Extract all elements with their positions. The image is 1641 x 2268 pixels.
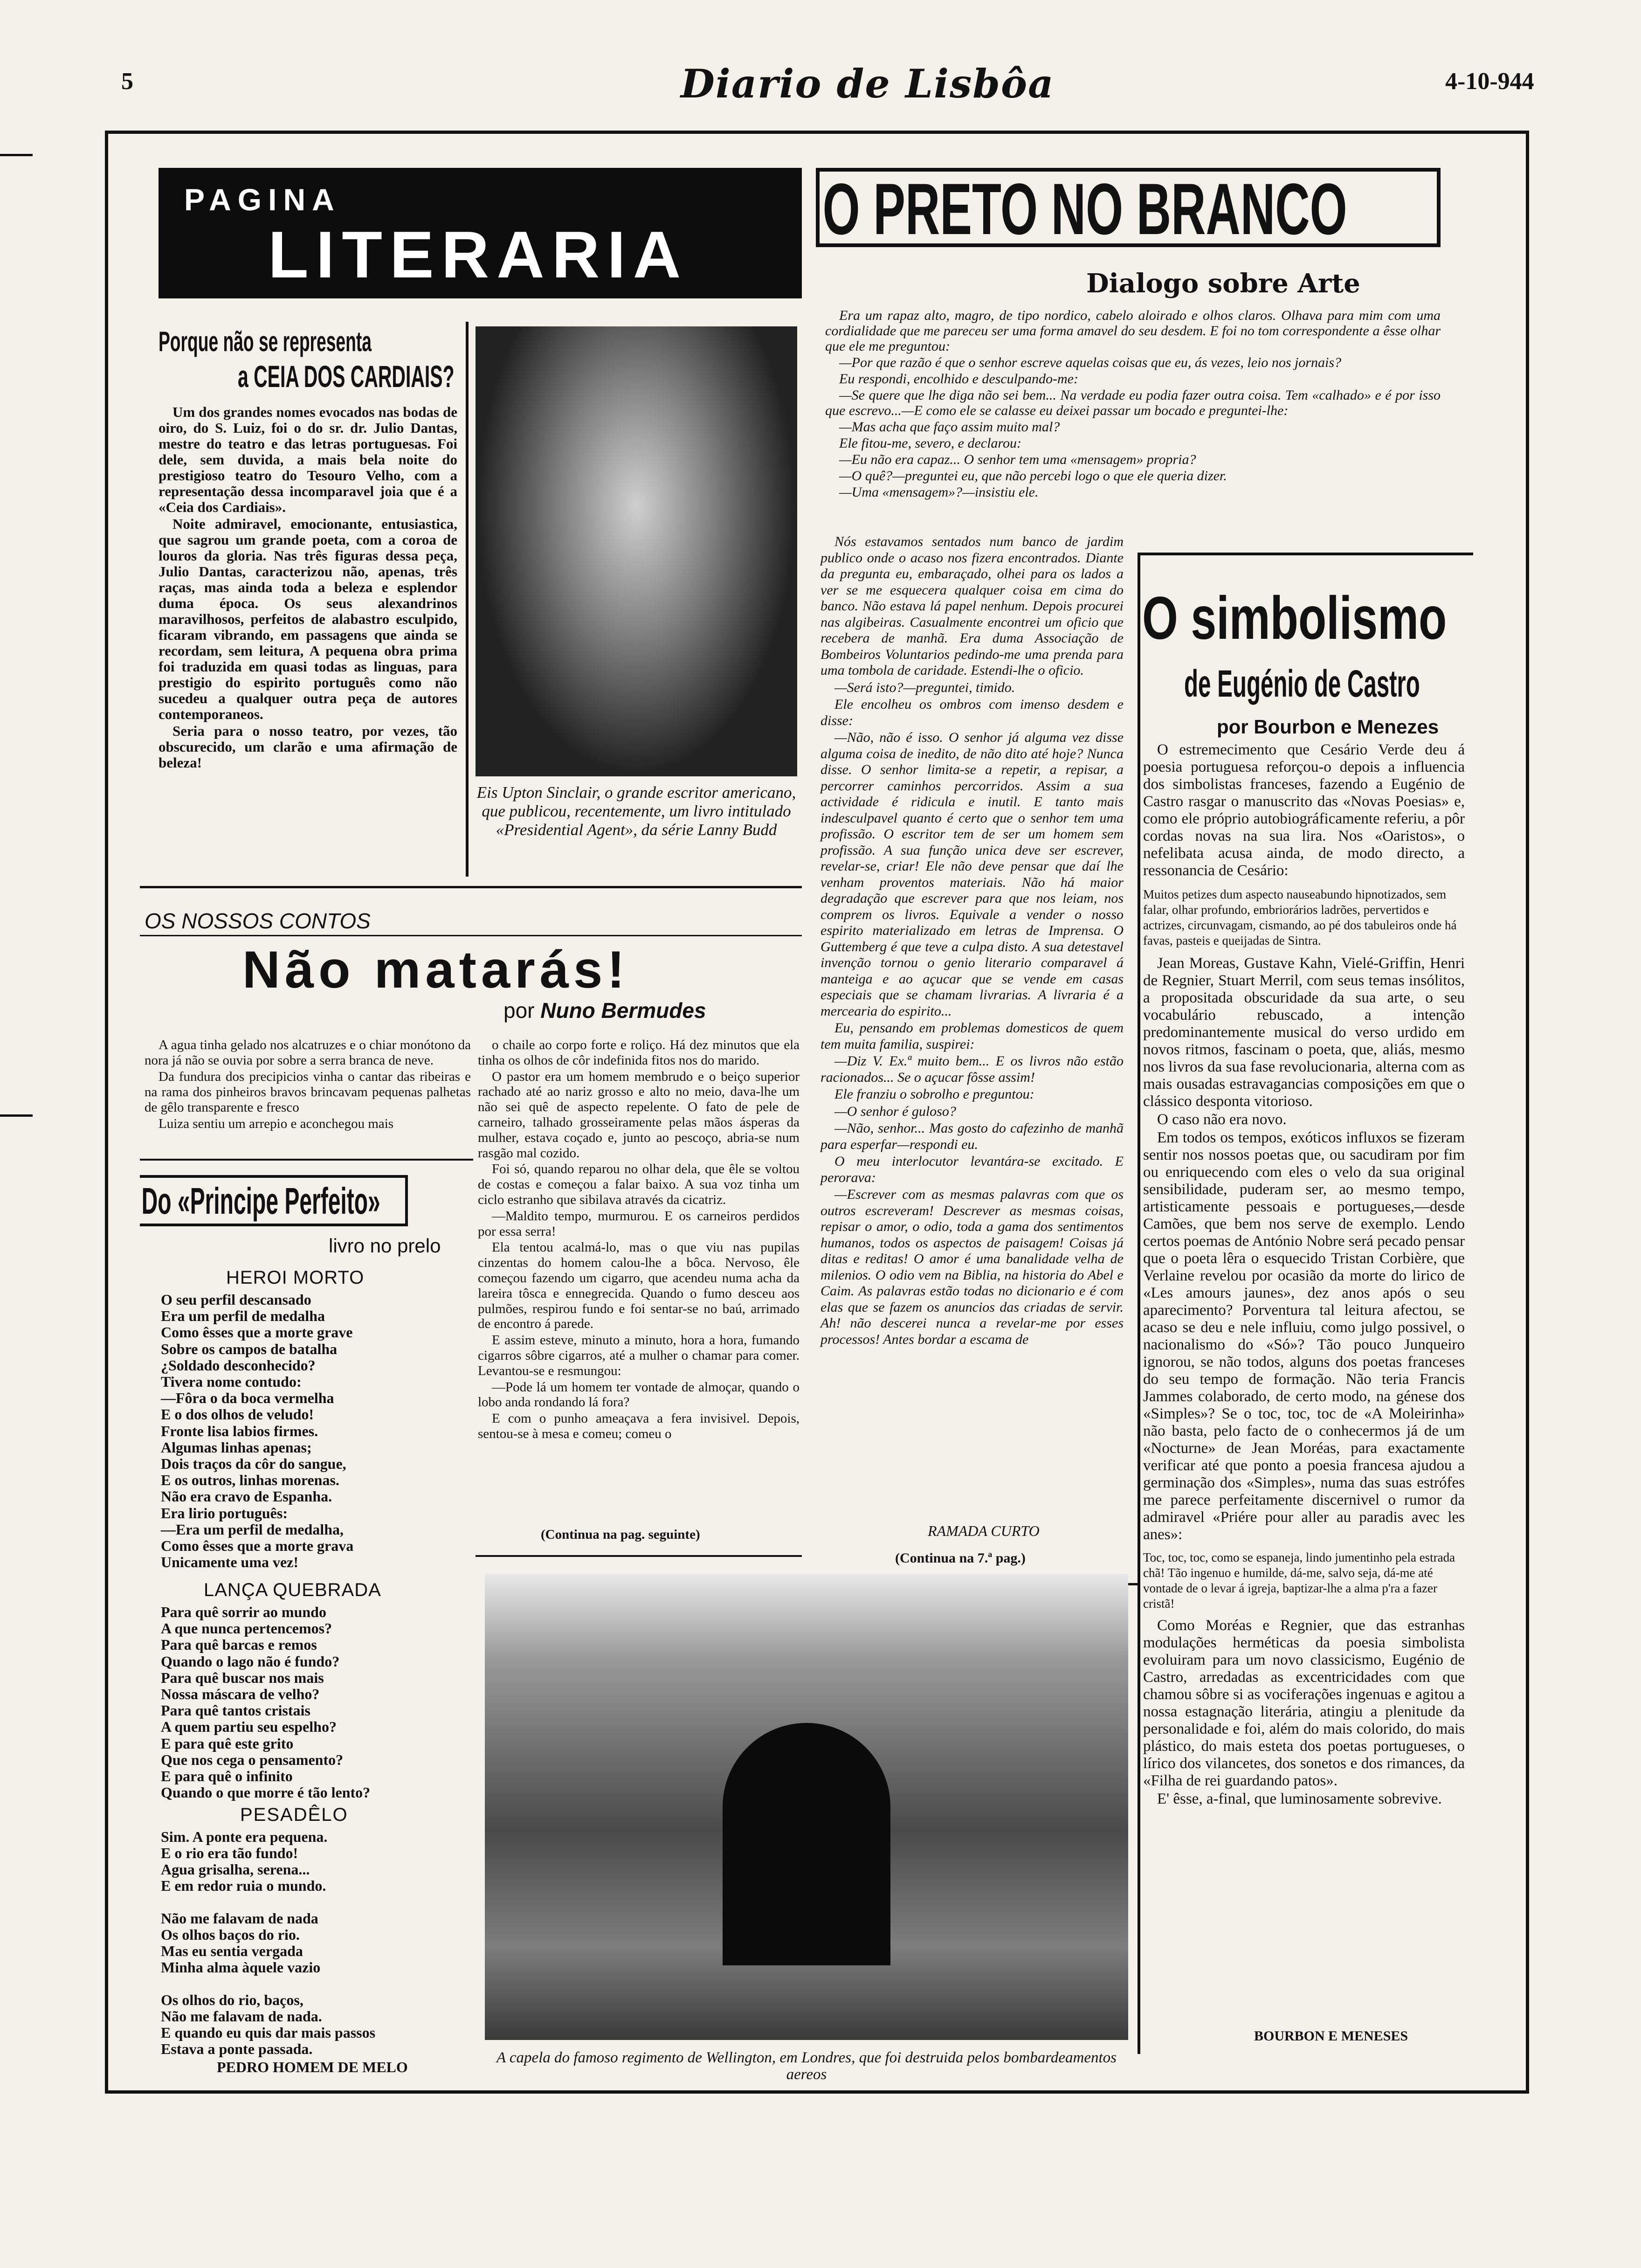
conto-paragraph: A agua tinha gelado nos alcatruzes e o chiar monótono da nora já não se ouvia por sobre a serra branca de neve. [145,1037,471,1068]
poem2-title: LANÇA QUEBRADA [204,1580,381,1600]
simbolismo-quote: Toc, toc, toc, como se espaneja, lindo jumentinho pela estrada chã! Tão ingenuo e humilde, dá-me, salvo seja, dá-me até vontade de o levar á igreja, baptizar-lhe a alma p'ra a fazer cristã! [1143,1550,1455,1611]
simbolismo-subtitle: de Eugénio de Castro [1184,663,1420,705]
ceia-headline1: Porque não se representa [159,326,372,357]
poem-line: O seu perfil descansado [161,1291,311,1308]
poem-line: Para quê tantos cristais [161,1702,310,1719]
poem-line: Não me falavam de nada. [161,2008,322,2025]
poem-line: Estava a ponte passada. [161,2040,313,2057]
simbolismo-paragraph: Em todos os tempos, exóticos influxos se fizeram sentir nos nossos poetas que, ou sacudiram por fim ou enriquecendo com eles o velo da sua original sensibilidade, puderam ser, ao mesmo tempo, artisticamente pessoais e portugueses,—desde Camões, que bem nos serve de exemplo. Lendo certos poemas de António Nobre será pecado pensar que o poeta lêra o esquecido Tristan Corbière, que Verlaine revelou por ocasião da morte do lirico de «Les amours jaunes», dez anos após o seu aparecimento? Porventura tal leitura afectou, se acaso se deu e nele influiu, como julgo possivel, o nacionalismo do «Só»? Tão pouco Junqueiro ignorou, se não todos, alguns dos poetas franceses do seu tempo de formação. Não teria Francis Jammes colaborado, de certo modo, na génese dos «Simples»? Se o toc, toc, toc de «A Moleirinha» não basta, pelo facto de o conhecermos já de um «Nocturne» de Jean Moréas, para exactamente verificar até que ponto a poesia francesa ajudou a germinação dos «Simples», numa das suas estrófes me parece perfeitamente discernivel o rumor da admiravel «Priére pour aller au paradis avec les anes»: [1143,1129,1465,1543]
margin-mark [0,154,33,156]
conto-byline [503,998,706,1023]
poem-line: E o dos olhos de veludo! [161,1406,314,1423]
poem-line: E quando eu quis dar mais passos [161,2024,376,2041]
ceia-paragraph: Um dos grandes nomes evocados nas bodas de oiro, do S. Luiz, foi o do sr. dr. Julio Dantas, mestre do teatro e das letras portuguesas. Foi dele, sem duvida, a mais bela noite do prestigioso teatro do Tesouro Velho, com a representação dessa incomparavel joia que é a «Ceia dos Cardiais». [159,404,457,515]
poem1 [161,1292,353,1570]
conto-paragraph: o chaile ao corpo forte e roliço. Há dez minutos que ela tinha os olhos de côr indefinida fitos nos do marido. [478,1037,800,1068]
poem-line: Mas eu sentia vergada [161,1943,303,1959]
issue-date: 4-10-944 [1445,68,1534,95]
upton-sinclair-photo [476,326,797,776]
ceia-article [159,322,469,877]
banner-line2: LITERARIA [268,218,689,292]
preto-paragraph: —Escrever com as mesmas palavras com que os outros escreveram! Descrever as mesmas coisas, repisar o amor, o odio, toda a gama dos sentimentos humanos, todos os aspectos de paisagem! Coisas já ditas e reditas! O amor é uma banalidade velha de milenios. O odio vem na Biblia, na historia do Abel e Caim. As palavras estão todas no dicionario e é com elas que se fazem os anuncios das criadas de servir. Ah! não descerei nunca a revelar-me por esses processos! Antes bordar a escama de [820,1187,1124,1347]
simbolismo-paragraph: E' êsse, a-final, que luminosamente sobrevive. [1157,1791,1442,1807]
capela-photo [485,1574,1128,2040]
poem-line [161,1976,375,1992]
poem-line: Para quê buscar nos mais [161,1669,324,1686]
poem-line: Algumas linhas apenas; [161,1438,312,1456]
poem-line: Para quê sorrir ao mundo [161,1604,326,1620]
page-number: 5 [121,68,133,95]
ceia-headline2: a CEIA DOS CARDIAIS? [238,359,455,394]
margin-mark [0,1114,33,1117]
conto-paragraph: Ela tentou acalmá-lo, mas o que viu nas pupilas cinzentas do homem calou-lhe a bôca. Nervoso, êle começou fazendo um cigarro, que acendeu numa acha da lareira tôsca e ennegrecida. Quando o fumo desceu aos pulmões, respirou fundo e foi sentar-se no baú, arrimado de encontro á parede. [478,1240,800,1332]
conto-continua: (Continua na pag. seguinte) [541,1527,700,1542]
principe-title-box [140,1175,408,1226]
simbolismo-paragraph: O caso não era novo. [1157,1111,1287,1128]
preto-title: O PRETO NO BRANCO [822,169,1347,250]
poem2 [161,1604,370,1801]
conto-paragraph: E com o punho ameaçava a fera invisivel. Depois, sentou-se à mesa e comeu; comeu o [478,1411,800,1441]
preto-body [820,534,1124,1348]
poem-line [161,1894,375,1910]
poem-line: E para quê o infinito [161,1768,293,1785]
preto-paragraph: —Será isto?—preguntei, timido. [834,679,1015,695]
simbolismo-body [1143,741,1465,1809]
poem-line: Como êsses que a morte grave [161,1324,353,1341]
preto-paragraph: —Diz V. Ex.ª muito bem... E os livros não estão racionados... Se o açucar fôsse assim! [820,1053,1124,1085]
poem-line: A que nunca pertencemos? [161,1620,332,1637]
simbolismo-paragraph: Jean Moreas, Gustave Kahn, Vielé-Griffin, Henri de Regnier, Stuart Merril, com seus temas insólitos, a propositada obscuridade da sua arte, o seu vocabulário rebuscado, a intenção predominantemente musical do verso urdido em novos ritmos, fascinam o poeta, que, aliás, mesmo nos livros da sua fase revolucionaria, alterna com as mais ousadas estravagancias composições em que o clássico desponta vitorioso. [1143,955,1465,1110]
conto-paragraph: Da fundura dos precipicios vinha o cantar das ribeiras e na rama dos pinheiros bravos brincavam pequenas palhetas de gêlo transparente e fresco [145,1069,471,1115]
poem3 [161,1829,375,2057]
simbolismo-paragraph: O estremecimento que Cesário Verde deu á poesia portuguesa reforçou-o depois a influencia dos simbolistas franceses, fazendo a Eugénio de Castro rasgar o manuscrito das «Novas Poesias» e, como ele próprio autobiográficamente referiu, a pôr cordas novas na sua lira. Nos «Oaristos», o nefelibata acusa ainda, de modo directo, a ressonancia de Cesário: [1143,741,1465,879]
ceia-paragraph: Seria para o nosso teatro, por vezes, tão obscurecido, um clarão e uma afirmação de beleza! [159,723,457,771]
simbolismo-title: O simbolismo [1142,584,1447,652]
conto-column1 [145,1037,471,1133]
conto-paragraph: Luiza sentiu um arrepio e aconchegou mais [159,1116,394,1131]
conto-section: OS NOSSOS CONTOS [145,909,371,933]
preto-paragraph: Ele encolheu os ombros com imenso desdem e disse: [820,697,1124,728]
divider [476,1555,802,1557]
poem-line: Unicamente uma vez! [161,1554,299,1571]
photo-caption-sinclair: Eis Upton Sinclair, o grande escritor americano, que publicou, recentemente, um livro intitulado «Presidential Agent», da série Lanny Budd [476,783,796,839]
capela-caption: A capela do famoso regimento de Wellington, em Londres, que foi destruida pelos bombardeamentos aereos [496,2049,1117,2083]
ceia-paragraph: Noite admiravel, emocionante, entusiastica, que sagrou um grande poeta, com a coroa de louros da gloria. Nas três figuras dessa peça, Julio Dantas, caracterizou não, apenas, três raças, mas ainda toda a beleza e esplendor duma época. Os seus alexandrinos maravilhosos, perfeitos de alabastro esculpido, ficaram vibrando, em passagens que ainda se recordam, sem leitura, A pequena obra prima foi traduzida em quasi todas as linguas, para prestigio do espirito português como não sucedeu a qualquer outra peça de autores contemporaneos. [159,516,457,722]
simbolismo-byline: por Bourbon e Menezes [1217,716,1439,738]
banner-line1: PAGINA [184,182,341,217]
poem-line: Nossa máscara de velho? [161,1686,320,1703]
poem-line: A quem partiu seu espelho? [161,1718,337,1736]
poem-line: Não me falavam de nada [161,1910,318,1927]
simbolismo-signature: BOURBON E MENESES [1254,2028,1408,2044]
conto-column2 [478,1037,800,1443]
poem-line: Para quê barcas e remos [161,1636,317,1653]
conto-byline-pre: por [503,998,535,1023]
preto-paragraph: Nós estavamos sentados num banco de jardim publico onde o acaso nos fizera encontrados. Diante da pregunta eu, embaraçado, olhei para os lados a ver se me esquecera qualquer coisa em cima do banco. Não estava lá papel nenhum. Depois procurei nas algibeiras. Casualmente encontrei um oficio que recebera de manhã. Era duma Associação de Bombeiros Voluntarios pedindo-me uma prenda para uma tombola de caridade. Estendi-lhe o oficio. [820,534,1124,678]
poem-line: Tivera nome contudo: [161,1373,302,1390]
preto-intro-paragraph: Ele fitou-me, severo, e declarou: [839,436,1021,451]
poem-line: Os olhos baços do rio. [161,1926,300,1943]
poem-line: —Fôra o da boca vermelha [161,1390,334,1407]
poem-line: ¿Soldado desconhecido? [161,1356,316,1374]
preto-intro [825,308,1441,501]
poem-line: Que nos cega o pensamento? [161,1751,344,1768]
poem-line: Não era cravo de Espanha. [161,1488,332,1505]
poem-line: Agua grisalha, serena... [161,1861,310,1878]
conto-paragraph: E assim esteve, minuto a minuto, hora a hora, fumando cigarros sôbre cigarros, até a mulher o chamar para comer. Levantou-se e resmungou: [478,1333,800,1378]
preto-intro-paragraph: —Por que razão é que o senhor escreve aquelas coisas que eu, ás vezes, leio nos jornais? [839,355,1342,370]
poem-line: —Era um perfil de medalha, [161,1521,344,1538]
conto-paragraph: —Maldito tempo, murmurou. E os carneiros perdidos por essa serra! [478,1208,800,1239]
preto-intro-paragraph: Era um rapaz alto, magro, de tipo nordico, cabelo aloirado e olhos claros. Olhava para mim com uma cordialidade que me pareceu ser uma forma amavel do seu desdem. E foi no tom correspondente a êsse olhar que ele me preguntou: [825,308,1441,354]
poem1-title: HEROI MORTO [226,1267,365,1288]
conto-byline-author: Nuno Bermudes [540,998,706,1023]
poem-line: Era um perfil de medalha [161,1307,325,1325]
preto-intro-paragraph: —Mas acha que faço assim muito mal? [839,419,1060,435]
poem-line: Quando o lago não é fundo? [161,1653,340,1670]
preto-intro-paragraph: —Eu não era capaz... O senhor tem uma «mensagem» propria? [839,452,1196,467]
preto-continua: (Continua na 7.ª pag.) [895,1550,1026,1566]
poem-line: E os outros, linhas morenas. [161,1472,339,1489]
poem-line: Os olhos do rio, baços, [161,1991,303,2008]
poem3-title: PESADÊLO [240,1805,348,1825]
poem-line: Como êsses que a morte grava [161,1537,354,1555]
conto-paragraph: O pastor era um homem membrudo e o beiço superior rachado até ao nariz grosso e alto no meio, dava-lhe um não sei quê de aspecto repelente. O fato de pele de carneiro, talhado grosseiramente pelas mãos ásperas da mulher, estava coçado e, junto ao pescoço, abria-se num rasgão mal cozido. [478,1069,800,1161]
poem-line: Fronte lisa labios firmes. [161,1422,318,1439]
preto-intro-paragraph: —O quê?—preguntei eu, que não percebi logo o que ele queria dizer. [839,468,1227,484]
simbolismo-quote: Muitos petizes dum aspecto nauseabundo hipnotizados, sem falar, olhar profundo, embriorários ladrões, pervertidos e actrizes, circunvagam, cismando, ao pé dos tabuleiros onde há favas, pasteis e queijadas de Sintra. [1143,887,1457,947]
preto-paragraph: —Não, não é isso. O senhor já alguma vez disse alguma coisa de inedito, de não dito até hoje? Nunca disse. O senhor limita-se a repetir, a repisar, a percorrer caminhos percorridos. Assim a sua actividade é ridicula e inutil. E tanto mais indesculpavel quanto é certo que o senhor tem uma profissão. O escritor tem de ser um homem sem profissão. A sua função unica deve ser escrever, revelar-se, criar! Ele não deve pensar que daí lhe venham proventos materiais. Não há maior degradação que escrever para que nos leiam, nos comprem os livros. Equivale a vender o nosso espirito materializado em letras de Imprensa. O Guttemberg é que teve a culpa disto. A sua detestavel invenção tornou o genio literario comparavel á manteiga e ao açucar que se vende em casas especiais que se chamam livrarias. A livraria é a mercearia do espirito... [820,730,1124,1019]
preto-title-box [816,168,1441,250]
divider [140,935,802,936]
poem-line: Quando o que morre é tão lento? [161,1784,371,1801]
newspaper-title: Diario de Lisbôa [681,61,1055,107]
principe-title: Do «Principe Perfeito» [141,1180,380,1222]
divider [140,1159,473,1161]
simbolismo-paragraph: Como Moréas e Regnier, que das estranhas modulações herméticas da poesia simbolista evoluiram para um novo classicismo, Eugénio de Castro, arredadas as excentricidades com que chamou sôbre si as vociferações ingenuas e agitou a nossa estagnação literária, atingiu a plenitude da personalidade e foi, além do mais colorido, do mais plástico, do mais esteta dos poetas portugueses, o lírico dos vilancetes, dos sonetos e dos rimances, da «Filha de rei guardando patos». [1143,1617,1465,1789]
conto-paragraph: —Pode lá um homem ter vontade de almoçar, quando o lobo anda rondando lá fora? [478,1379,800,1410]
poem-line: Dois traços da côr do sangue, [161,1455,346,1473]
poem-line: E em redor ruia o mundo. [161,1877,326,1894]
conto-paragraph: Foi só, quando reparou no olhar dela, que êle se voltou de costas e começou a falar baixo. A sua voz tinha um ciclo estranho que sibilava através da cicatriz. [478,1162,800,1207]
preto-subtitle: Dialogo sobre Arte [1086,268,1360,299]
poem-line: Minha alma àquele vazio [161,1959,321,1976]
poem-line: E o rio era tão fundo! [161,1845,298,1861]
poem-line: Era lirio português: [161,1504,288,1521]
divider [140,886,802,888]
principe-subtitle: livro no prelo [329,1235,441,1257]
ceia-body [159,404,466,771]
poem-line: Sim. A ponte era pequena. [161,1828,328,1845]
conto-title: Não matarás! [242,940,629,999]
poem-line: Sobre os campos de batalha [161,1340,338,1357]
poem-line: E para quê este grito [161,1735,294,1752]
preto-intro-paragraph: —Uma «mensagem»?—insistiu ele. [839,484,1039,500]
preto-intro-paragraph: Eu respondi, encolhido e desculpando-me: [839,371,1078,387]
capela-arch [723,1723,890,1965]
principe-signature: PEDRO HOMEM DE MELO [217,2059,408,2075]
preto-paragraph: Ele franziu o sobrolho e preguntou: [834,1086,1034,1102]
preto-paragraph: O meu interlocutor levantára-se excitado. E perorava: [820,1154,1124,1185]
preto-paragraph: —Não, senhor... Mas gosto do cafezinho de manhã para esperfar—respondi eu. [820,1120,1124,1152]
preto-paragraph: —O senhor é guloso? [834,1103,956,1119]
preto-intro-paragraph: —Se quere que lhe diga não sei bem... Na verdade eu podia fazer outra coisa. Tem «calhado» e é por isso que escrevo...—E como ele se calasse eu deixei passar um bocado e preguntei-lhe: [825,387,1441,418]
preto-signature: RAMADA CURTO [928,1522,1040,1539]
section-banner [159,168,802,298]
preto-paragraph: Eu, pensando em problemas domesticos de quem tem muita familia, suspirei: [820,1020,1124,1052]
